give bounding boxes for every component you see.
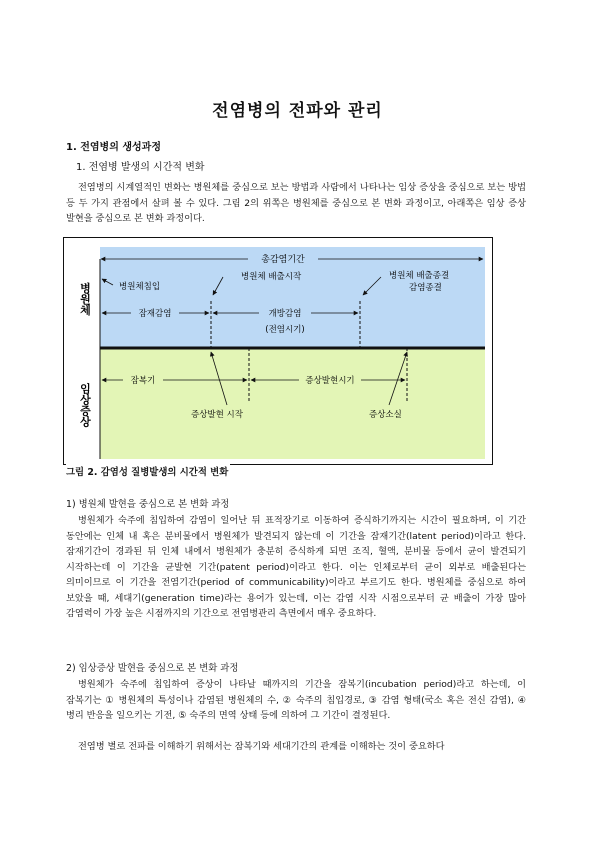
subsection-heading-1: 1. 전염병 발생의 시간적 변화 (76, 162, 205, 173)
section-heading-3: 2) 임상증상 발현을 중심으로 본 변화 과정 (66, 663, 239, 674)
row-label-pathogen: 병원체 (78, 282, 92, 316)
infection-timeline-diagram (63, 237, 493, 465)
label-shedding-end: 병원체 배출종결 (389, 271, 450, 281)
intro-paragraph: 전염병의 시계열적인 변화는 병원체를 중심으로 보는 방법과 사람에서 나타나는 임상 증상을 중심으로 보는 방법 등 두 가지 관점에서 살펴 볼 수 있다. 그림 2의 위쪽은 병원체를 중심으로 본 변화 과정이고, 아래쪽은 임상 증상 발현을 중심으로 본 변화 과정이다. (66, 182, 526, 224)
label-communicable: (전염시기) (265, 325, 305, 335)
section-heading-2: 1) 병원체 발현을 중심으로 본 변화 과정 (66, 499, 230, 510)
label-incubation: 잠복기 (130, 376, 156, 386)
label-latent: 잠재감염 (138, 309, 172, 319)
label-patent: 개방감염 (268, 309, 302, 319)
section-heading-1: 1. 전염병의 생성과정 (66, 142, 161, 153)
total-period-label: 총감염기간 (261, 255, 305, 265)
label-resolution: 증상소실 (369, 410, 402, 420)
clinical-band (100, 348, 485, 459)
label-symptomatic: 증상발현시기 (305, 376, 355, 386)
label-shedding-start: 병원체 배출시작 (241, 272, 302, 282)
section2-paragraph: 병원체가 숙주에 침입하여 감염이 일어난 뒤 표적장기로 이동하여 증식하기까지는 시간이 필요하며, 이 기간 동안에는 인체 내 혹은 분비물에서 병원체가 발견되지 않는데 이 기간을 잠재기간(latent period)이라고 한다. 잠재기간이 경과된 뒤 인체 내에서 병원체가 충분히 증식하게 되면 조직, 혈액, 분비물 등에서 균이 발견되기 시작하는데 이 기간을 균발현 기간(patent period)이라고 한다. 이는 인체로부터 균이 외부로 배출된다는 의미이므로 이 기간을 전염기간(period of communicability)이라고 부르기도 한다. 병원체를 중심으로 하여 보았을 때, 세대기(generation time)라는 용어가 있는데, 이는 감염 시작 시점으로부터 균 배출이 가장 많아 감염력이 가장 높은 시점까지의 기간으로 전염병관리 측면에서 매우 중요하다. (66, 515, 526, 619)
label-invasion: 병원체침입 (119, 282, 161, 292)
figure-caption: 그림 2. 감염성 질병발생의 시간적 변화 (66, 464, 230, 478)
label-infection-end: 감염종결 (409, 283, 442, 293)
row-label-clinical: 임상증상 (78, 383, 92, 427)
page-title: 전염병의 전파와 관리 (212, 101, 383, 121)
section3-paragraph: 병원체가 숙주에 침입하여 증상이 나타날 때까지의 기간을 잠복기(incubation period)라고 하는데, 이 잠복기는 ① 병원체의 특성이나 감염된 병원체의 수, ② 숙주의 침입경로, ③ 감염 형태(국소 혹은 전신 감염), ④ 병리 반응을 일으키는 기전, ⑤ 숙주의 면역 상태 등에 의하여 그 기간이 결정된다. (66, 679, 526, 721)
section3-paragraph-2: 전염병 별로 전파를 이해하기 위해서는 잠복기와 세대기간의 관계를 이해하는 것이 중요하다 (78, 741, 445, 752)
label-onset: 증상발현 시작 (191, 410, 243, 420)
